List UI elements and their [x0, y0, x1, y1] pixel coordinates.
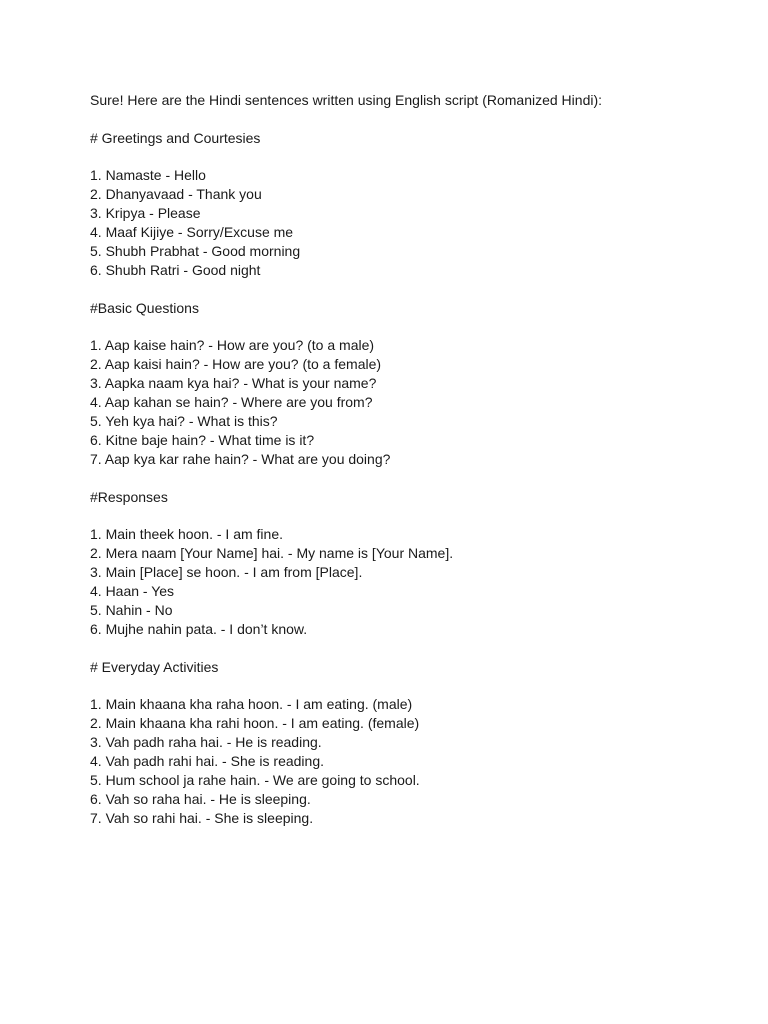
spacer — [90, 639, 730, 658]
list-item: 5. Nahin - No — [90, 602, 173, 618]
list-item: 4. Aap kahan se hain? - Where are you from? — [90, 394, 373, 410]
list-item: 7. Vah so rahi hai. - She is sleeping. — [90, 810, 314, 826]
list-item: 3. Main [Place] se hoon. - I am from [Place]. — [90, 564, 363, 580]
spacer — [90, 677, 730, 696]
spacer — [90, 469, 730, 488]
list-item: 5. Yeh kya hai? - What is this? — [90, 413, 278, 429]
list-item: 6. Mujhe nahin pata. - I don’t know. — [90, 621, 308, 637]
list-item: 1. Main theek hoon. - I am fine. — [90, 526, 283, 542]
list-item: 1. Aap kaise hain? - How are you? (to a male) — [90, 337, 375, 353]
list-item: 3. Kripya - Please — [90, 205, 201, 221]
list-item: 2. Main khaana kha rahi hoon. - I am eating. (female) — [90, 715, 420, 731]
list-item: 2. Mera naam [Your Name] hai. - My name is [Your Name]. — [90, 545, 454, 561]
spacer — [90, 148, 730, 167]
list-item: 1. Namaste - Hello — [90, 167, 206, 183]
list-item: 2. Dhanyavaad - Thank you — [90, 186, 262, 202]
spacer — [90, 507, 730, 526]
section-heading-basic-questions: #Basic Questions — [90, 299, 199, 316]
section-heading-everyday-activities: # Everyday Activities — [90, 658, 219, 675]
intro-text: Sure! Here are the Hindi sentences written using English script (Romanized Hindi): — [90, 92, 603, 108]
section-heading-responses: #Responses — [90, 488, 168, 505]
list-item: 3. Aapka naam kya hai? - What is your name? — [90, 375, 377, 391]
list-item: 5. Hum school ja rahe hain. - We are going to school. — [90, 772, 420, 788]
section-heading-greetings: # Greetings and Courtesies — [90, 129, 261, 146]
list-item: 4. Vah padh rahi hai. - She is reading. — [90, 753, 325, 769]
spacer — [90, 280, 730, 299]
list-item: 3. Vah padh raha hai. - He is reading. — [90, 734, 322, 750]
list-item: 4. Haan - Yes — [90, 583, 175, 599]
list-item: 6. Shubh Ratri - Good night — [90, 262, 261, 278]
list-item: 2. Aap kaisi hain? - How are you? (to a female) — [90, 356, 382, 372]
list-item: 6. Kitne baje hain? - What time is it? — [90, 432, 315, 448]
document-body — [90, 91, 730, 828]
list-item: 1. Main khaana kha raha hoon. - I am eating. (male) — [90, 696, 413, 712]
list-item: 4. Maaf Kijiye - Sorry/Excuse me — [90, 224, 294, 240]
list-item: 7. Aap kya kar rahe hain? - What are you doing? — [90, 451, 391, 467]
list-item: 6. Vah so raha hai. - He is sleeping. — [90, 791, 311, 807]
list-item: 5. Shubh Prabhat - Good morning — [90, 243, 301, 259]
spacer — [90, 110, 730, 129]
spacer — [90, 318, 730, 337]
